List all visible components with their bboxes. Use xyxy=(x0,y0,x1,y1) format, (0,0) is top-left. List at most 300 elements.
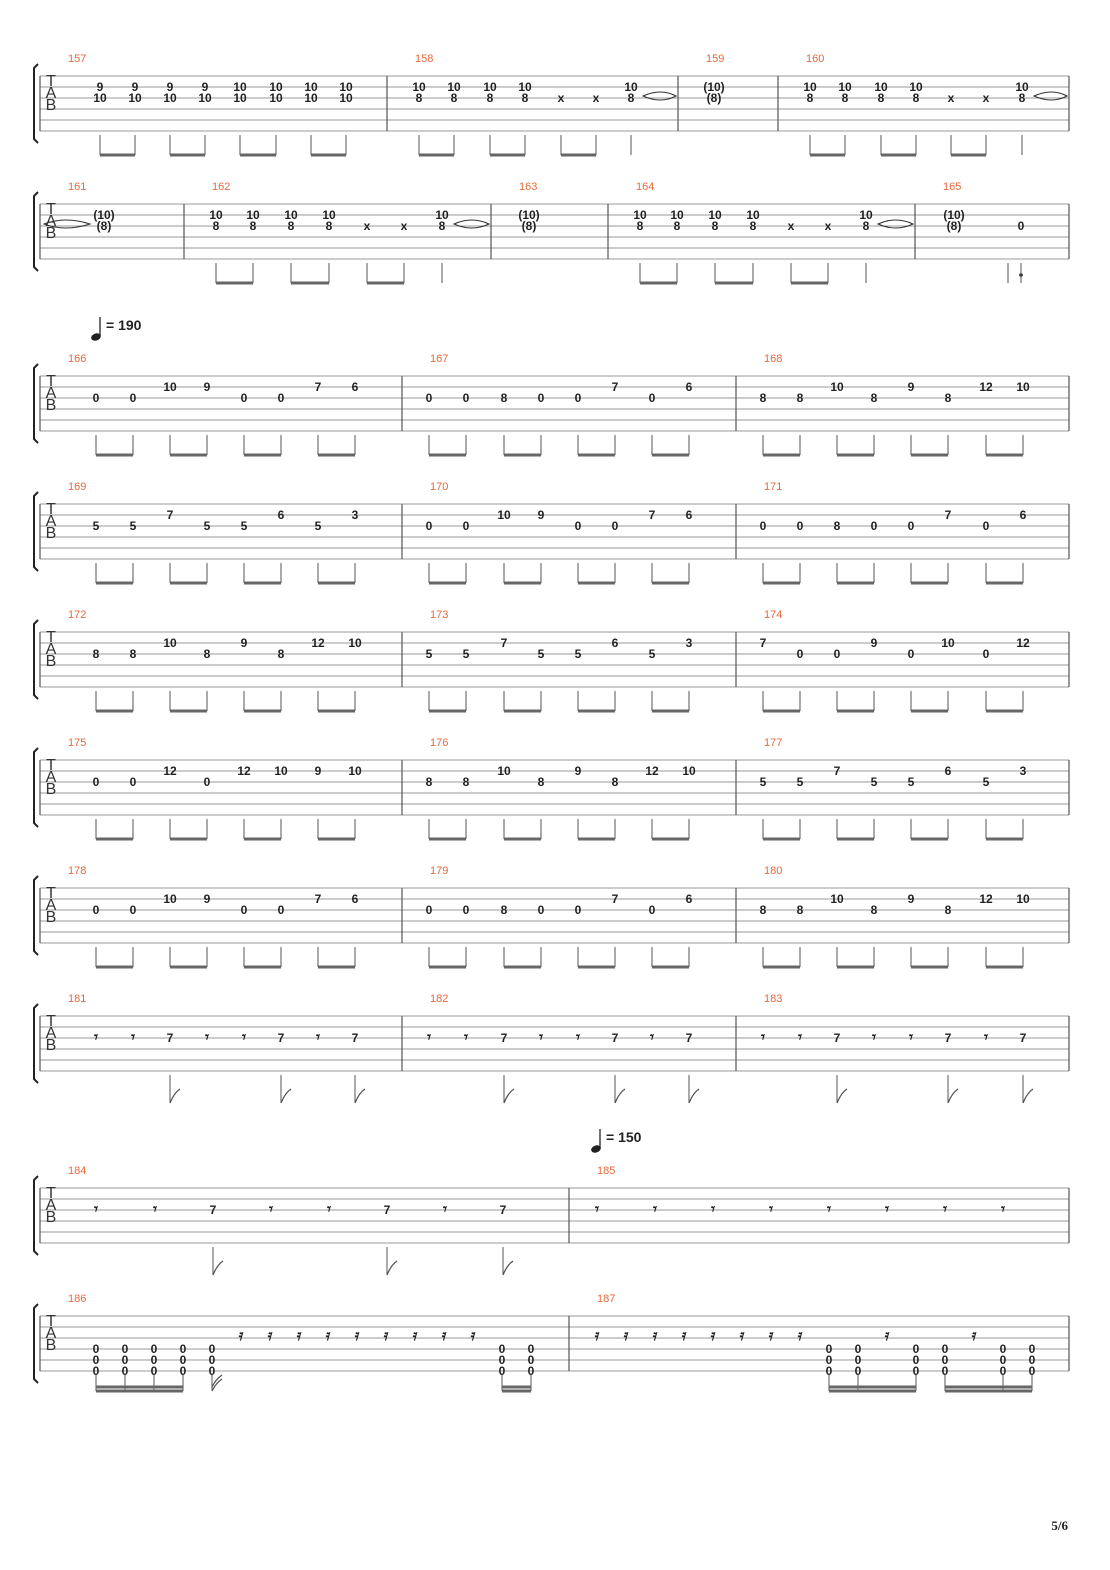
fret-number: 12 xyxy=(645,764,659,778)
fret-number: 10 xyxy=(708,208,722,222)
measure-number: 170 xyxy=(430,481,449,493)
fret-number: 0 xyxy=(537,903,545,917)
eighth-rest: 𝄾 xyxy=(205,1028,209,1046)
fret-number: 8 xyxy=(450,91,458,105)
fret-number: 10 xyxy=(1016,380,1030,394)
fret-number: 8 xyxy=(287,219,295,233)
eighth-rest: 𝄾 xyxy=(539,1028,543,1046)
eighth-rest: 𝄾 xyxy=(653,1200,657,1218)
tab-clef-letter: T xyxy=(46,73,56,90)
eighth-rest: 𝄾 xyxy=(576,1028,580,1046)
measure-number: 180 xyxy=(764,865,783,877)
fret-number: 10 xyxy=(348,764,362,778)
tab-clef-letter: B xyxy=(45,397,57,414)
fret-number: 10 xyxy=(435,208,449,222)
fret-number: 7 xyxy=(611,892,619,906)
measure-number: 162 xyxy=(212,181,231,193)
eighth-rest: 𝄾 xyxy=(443,1200,447,1218)
measure-number: 186 xyxy=(68,1293,87,1305)
fret-number: 8 xyxy=(1018,91,1026,105)
fret-number: 7 xyxy=(166,1031,174,1045)
fret-number: 0 xyxy=(574,519,582,533)
fret-number: 8 xyxy=(627,91,635,105)
measure-number: 166 xyxy=(68,353,87,365)
fret-number: 10 xyxy=(339,80,353,94)
fret-number: 7 xyxy=(759,636,767,650)
fret-number: 0 xyxy=(208,1353,216,1367)
fret-number: 0 xyxy=(912,1353,920,1367)
fret-number: (8) xyxy=(521,219,537,233)
fret-number: 0 xyxy=(92,903,100,917)
eighth-rest: 𝄾 xyxy=(827,1200,831,1218)
measure-number: 157 xyxy=(68,53,87,65)
tab-clef-letter: T xyxy=(46,501,56,518)
fret-number: 8 xyxy=(277,647,285,661)
fret-number: 10 xyxy=(128,91,142,105)
fret-number: 7 xyxy=(833,764,841,778)
fret-number: 0 xyxy=(982,519,990,533)
tie xyxy=(643,92,676,100)
tab-clef-letter: T xyxy=(46,885,56,902)
eighth-rest: 𝄾 xyxy=(984,1028,988,1046)
fret-number: 8 xyxy=(249,219,257,233)
tab-clef-letter: B xyxy=(45,1337,57,1354)
eighth-rest: 𝄾 xyxy=(761,1028,765,1046)
fret-number: 8 xyxy=(611,775,619,789)
fret-number: 7 xyxy=(383,1203,391,1217)
fret-number: 0 xyxy=(759,519,767,533)
fret-number: 8 xyxy=(759,391,767,405)
sixteenth-rest: 𝄿 xyxy=(354,1326,360,1344)
fret-number: 0 xyxy=(648,903,656,917)
system xyxy=(34,1129,1069,1275)
fret-number: 0 xyxy=(240,903,248,917)
fret-number: 8 xyxy=(636,219,644,233)
tempo-marking: = 190 xyxy=(106,317,142,333)
fret-number: 10 xyxy=(348,636,362,650)
measure-number: 177 xyxy=(764,737,783,749)
fret-number: 10 xyxy=(163,636,177,650)
tie xyxy=(454,220,489,228)
eighth-rest: 𝄾 xyxy=(427,1028,431,1046)
fret-number: 0 xyxy=(240,391,248,405)
fret-number: 9 xyxy=(201,80,209,94)
fret-number: 5 xyxy=(982,775,990,789)
tab-clef-letter: B xyxy=(45,653,57,670)
fret-number: 3 xyxy=(685,636,693,650)
sixteenth-rest: 𝄿 xyxy=(768,1326,774,1344)
fret-number: 0 xyxy=(462,519,470,533)
fret-number: 6 xyxy=(277,508,285,522)
fret-number: 0 xyxy=(92,1353,100,1367)
fret-number: 0 xyxy=(121,1353,129,1367)
tab-clef-letter: A xyxy=(45,385,57,402)
measure-number: 184 xyxy=(68,1165,87,1177)
fret-number: 9 xyxy=(240,636,248,650)
fret-number: 8 xyxy=(833,519,841,533)
fret-number: 9 xyxy=(203,892,211,906)
eighth-rest: 𝄾 xyxy=(269,1200,273,1218)
measure-number: 160 xyxy=(806,53,825,65)
fret-number: 10 xyxy=(209,208,223,222)
fret-number: 9 xyxy=(574,764,582,778)
tie xyxy=(878,220,913,228)
system xyxy=(34,53,1069,155)
measure-number: 167 xyxy=(430,353,449,365)
system xyxy=(34,609,1069,711)
fret-number: 7 xyxy=(685,1031,693,1045)
system xyxy=(34,737,1069,839)
system xyxy=(34,993,1069,1103)
measure-number: 187 xyxy=(597,1293,616,1305)
fret-number: 0 xyxy=(999,1353,1007,1367)
eighth-rest: 𝄾 xyxy=(1001,1200,1005,1218)
fret-number: 8 xyxy=(486,91,494,105)
fret-number: 0 xyxy=(574,903,582,917)
system xyxy=(34,181,1069,283)
note-flag xyxy=(689,1089,699,1103)
fret-number: 10 xyxy=(497,764,511,778)
system xyxy=(34,1293,1069,1391)
fret-number: 0 xyxy=(150,1342,158,1356)
fret-number: 5 xyxy=(203,519,211,533)
eighth-rest: 𝄾 xyxy=(94,1200,98,1218)
fret-number: 8 xyxy=(877,91,885,105)
fret-number: 0 xyxy=(833,647,841,661)
fret-number: 8 xyxy=(870,391,878,405)
sixteenth-rest: 𝄿 xyxy=(652,1326,658,1344)
fret-number: 10 xyxy=(746,208,760,222)
fret-number: 0 xyxy=(941,1342,949,1356)
fret-number: 8 xyxy=(537,775,545,789)
note-flag xyxy=(387,1261,397,1275)
fret-number: 7 xyxy=(500,1031,508,1045)
note-flag xyxy=(837,1089,847,1103)
fret-number: 0 xyxy=(129,903,137,917)
tab-clef-letter: A xyxy=(45,1325,57,1342)
fret-number: 0 xyxy=(825,1364,833,1378)
fret-number: 9 xyxy=(870,636,878,650)
system-bracket xyxy=(34,492,38,571)
fret-number: 7 xyxy=(1019,1031,1027,1045)
eighth-rest: 𝄾 xyxy=(769,1200,773,1218)
eighth-rest: 𝄾 xyxy=(327,1200,331,1218)
dead-note: x xyxy=(947,91,955,105)
eighth-rest: 𝄾 xyxy=(595,1200,599,1218)
eighth-rest: 𝄾 xyxy=(650,1028,654,1046)
fret-number: 8 xyxy=(92,647,100,661)
fret-number: 8 xyxy=(806,91,814,105)
fret-number: 6 xyxy=(351,892,359,906)
note-flag xyxy=(170,1089,180,1103)
tab-clef-letter: B xyxy=(45,525,57,542)
fret-number: 8 xyxy=(500,391,508,405)
system-bracket xyxy=(34,364,38,443)
fret-number: 8 xyxy=(749,219,757,233)
fret-number: 9 xyxy=(96,80,104,94)
eighth-rest: 𝄾 xyxy=(872,1028,876,1046)
fret-number: 6 xyxy=(611,636,619,650)
sixteenth-rest: 𝄿 xyxy=(710,1326,716,1344)
measure-number: 176 xyxy=(430,737,449,749)
fret-number: 10 xyxy=(633,208,647,222)
eighth-rest: 𝄾 xyxy=(943,1200,947,1218)
measure-number: 171 xyxy=(764,481,783,493)
fret-number: 5 xyxy=(537,647,545,661)
sixteenth-rest: 𝄿 xyxy=(412,1326,418,1344)
fret-number: 5 xyxy=(796,775,804,789)
fret-number: 10 xyxy=(1016,892,1030,906)
tab-clef-letter: B xyxy=(45,97,57,114)
fret-number: 0 xyxy=(425,903,433,917)
fret-number: 0 xyxy=(825,1342,833,1356)
fret-number: 8 xyxy=(711,219,719,233)
fret-number: 10 xyxy=(274,764,288,778)
sixteenth-rest: 𝄿 xyxy=(681,1326,687,1344)
eighth-rest: 𝄾 xyxy=(316,1028,320,1046)
fret-number: 9 xyxy=(537,508,545,522)
fret-number: 5 xyxy=(314,519,322,533)
sixteenth-rest: 𝄿 xyxy=(267,1326,273,1344)
fret-number: 8 xyxy=(796,391,804,405)
system-bracket xyxy=(34,64,38,143)
fret-number: 10 xyxy=(483,80,497,94)
dead-note: x xyxy=(787,219,795,233)
measure-number: 178 xyxy=(68,865,87,877)
fret-number: 7 xyxy=(611,1031,619,1045)
measure-number: 164 xyxy=(636,181,655,193)
measure-number: 185 xyxy=(597,1165,616,1177)
tab-clef-letter: A xyxy=(45,85,57,102)
note-flag xyxy=(281,1089,291,1103)
fret-number: 8 xyxy=(841,91,849,105)
dead-note: x xyxy=(557,91,565,105)
fret-number: 8 xyxy=(521,91,529,105)
fret-number: 0 xyxy=(203,775,211,789)
fret-number: 8 xyxy=(415,91,423,105)
fret-number: 0 xyxy=(498,1364,506,1378)
measure-number: 179 xyxy=(430,865,449,877)
fret-number: 8 xyxy=(673,219,681,233)
fret-number: 0 xyxy=(870,519,878,533)
fret-number: 0 xyxy=(796,519,804,533)
fret-number: 10 xyxy=(497,508,511,522)
tab-clef-letter: A xyxy=(45,769,57,786)
tab-clef-letter: T xyxy=(46,1013,56,1030)
fret-number: 10 xyxy=(163,380,177,394)
tab-clef-letter: A xyxy=(45,897,57,914)
fret-number: 0 xyxy=(179,1342,187,1356)
fret-number: 9 xyxy=(166,80,174,94)
fret-number: 0 xyxy=(907,647,915,661)
fret-number: 10 xyxy=(269,80,283,94)
fret-number: 10 xyxy=(93,91,107,105)
measure-number: 181 xyxy=(68,993,87,1005)
system xyxy=(34,317,1069,455)
fret-number: 7 xyxy=(648,508,656,522)
fret-number: 12 xyxy=(1016,636,1030,650)
dead-note: x xyxy=(592,91,600,105)
fret-number: 9 xyxy=(907,380,915,394)
fret-number: 10 xyxy=(682,764,696,778)
fret-number: (10) xyxy=(93,208,115,222)
fret-number: 0 xyxy=(179,1364,187,1378)
measure-number: 174 xyxy=(764,609,783,621)
note-flag xyxy=(213,1261,223,1275)
fret-number: 10 xyxy=(339,91,353,105)
fret-number: 7 xyxy=(277,1031,285,1045)
fret-number: (10) xyxy=(703,80,725,94)
tie xyxy=(1034,92,1067,100)
system xyxy=(34,481,1069,583)
fret-number: 0 xyxy=(425,519,433,533)
sixteenth-rest: 𝄿 xyxy=(238,1326,244,1344)
measure-number: 161 xyxy=(68,181,87,193)
fret-number: 0 xyxy=(425,391,433,405)
fret-number: 0 xyxy=(498,1353,506,1367)
fret-number: 10 xyxy=(518,80,532,94)
tab-clef-letter: T xyxy=(46,201,56,218)
fret-number: 7 xyxy=(314,892,322,906)
sixteenth-rest: 𝄿 xyxy=(441,1326,447,1344)
fret-number: 0 xyxy=(150,1353,158,1367)
fret-number: (10) xyxy=(943,208,965,222)
fret-number: 6 xyxy=(1019,508,1027,522)
fret-number: 0 xyxy=(854,1364,862,1378)
fret-number: 0 xyxy=(912,1342,920,1356)
fret-number: 10 xyxy=(269,91,283,105)
note-flag xyxy=(504,1089,514,1103)
fret-number: 0 xyxy=(854,1342,862,1356)
tab-clef-letter: B xyxy=(45,781,57,798)
measure-number: 158 xyxy=(415,53,434,65)
fret-number: 10 xyxy=(624,80,638,94)
systems-layer xyxy=(34,53,1069,1391)
system-bracket xyxy=(34,876,38,955)
eighth-rest: 𝄾 xyxy=(153,1200,157,1218)
fret-number: 7 xyxy=(209,1203,217,1217)
measure-number: 172 xyxy=(68,609,87,621)
fret-number: 0 xyxy=(982,647,990,661)
fret-number: 0 xyxy=(121,1342,129,1356)
fret-number: 0 xyxy=(92,1342,100,1356)
system-bracket xyxy=(34,620,38,699)
fret-number: 0 xyxy=(498,1342,506,1356)
tab-clef-letter: A xyxy=(45,1025,57,1042)
fret-number: 6 xyxy=(685,508,693,522)
fret-number: 10 xyxy=(803,80,817,94)
eighth-rest: 𝄾 xyxy=(909,1028,913,1046)
fret-number: 7 xyxy=(314,380,322,394)
sixteenth-rest: 𝄿 xyxy=(470,1326,476,1344)
fret-number: 0 xyxy=(912,1364,920,1378)
fret-number: 6 xyxy=(351,380,359,394)
eighth-rest: 𝄾 xyxy=(94,1028,98,1046)
system-bracket xyxy=(34,1176,38,1255)
fret-number: (8) xyxy=(706,91,722,105)
eighth-rest: 𝄾 xyxy=(885,1200,889,1218)
fret-number: 8 xyxy=(129,647,137,661)
fret-number: 8 xyxy=(912,91,920,105)
fret-number: 10 xyxy=(447,80,461,94)
system-bracket xyxy=(34,748,38,827)
fret-number: 6 xyxy=(944,764,952,778)
fret-number: (10) xyxy=(518,208,540,222)
fret-number: 0 xyxy=(1028,1353,1036,1367)
tab-clef-letter: T xyxy=(46,757,56,774)
note-flag xyxy=(503,1261,513,1275)
fret-number: 0 xyxy=(462,903,470,917)
fret-number: 0 xyxy=(129,775,137,789)
eighth-rest: 𝄾 xyxy=(131,1028,135,1046)
fret-number: 10 xyxy=(1015,80,1029,94)
fret-number: 9 xyxy=(314,764,322,778)
sixteenth-rest: 𝄿 xyxy=(797,1326,803,1344)
fret-number: 10 xyxy=(322,208,336,222)
fret-number: 8 xyxy=(944,903,952,917)
fret-number: 10 xyxy=(838,80,852,94)
tab-clef-letter: B xyxy=(45,909,57,926)
note-flag xyxy=(1023,1089,1033,1103)
fret-number: 0 xyxy=(611,519,619,533)
measure-number: 183 xyxy=(764,993,783,1005)
fret-number: 0 xyxy=(941,1364,949,1378)
sixteenth-rest: 𝄿 xyxy=(594,1326,600,1344)
sixteenth-rest: 𝄿 xyxy=(383,1326,389,1344)
fret-number: 0 xyxy=(208,1364,216,1378)
fret-number: 10 xyxy=(198,91,212,105)
fret-number: 8 xyxy=(944,391,952,405)
measure-number: 165 xyxy=(943,181,962,193)
fret-number: 0 xyxy=(527,1364,535,1378)
sixteenth-rest: 𝄿 xyxy=(971,1326,977,1344)
fret-number: 8 xyxy=(759,903,767,917)
fret-number: 0 xyxy=(92,391,100,405)
fret-number: 8 xyxy=(796,903,804,917)
fret-number: 5 xyxy=(92,519,100,533)
fret-number: 10 xyxy=(163,91,177,105)
fret-number: (8) xyxy=(96,219,112,233)
fret-number: 10 xyxy=(163,892,177,906)
sixteenth-rest: 𝄿 xyxy=(884,1326,890,1344)
fret-number: 8 xyxy=(212,219,220,233)
fret-number: 0 xyxy=(537,391,545,405)
fret-number: 10 xyxy=(233,91,247,105)
fret-number: 0 xyxy=(527,1342,535,1356)
measure-number: 159 xyxy=(706,53,725,65)
fret-number: 7 xyxy=(944,1031,952,1045)
fret-number: 10 xyxy=(909,80,923,94)
fret-number: 10 xyxy=(233,80,247,94)
tab-clef-letter: A xyxy=(45,641,57,658)
tab-clef-letter: A xyxy=(45,213,57,230)
note-flag xyxy=(615,1089,625,1103)
fret-number: 6 xyxy=(685,380,693,394)
dead-note: x xyxy=(400,219,408,233)
fret-number: 6 xyxy=(685,892,693,906)
fret-number: 10 xyxy=(412,80,426,94)
eighth-rest: 𝄾 xyxy=(711,1200,715,1218)
fret-number: 12 xyxy=(979,380,993,394)
fret-number: 5 xyxy=(574,647,582,661)
fret-number: 3 xyxy=(351,508,359,522)
fret-number: 8 xyxy=(438,219,446,233)
fret-number: 10 xyxy=(304,91,318,105)
system-bracket xyxy=(34,1304,38,1383)
fret-number: 7 xyxy=(833,1031,841,1045)
fret-number: 7 xyxy=(611,380,619,394)
tab-clef-letter: B xyxy=(45,225,57,242)
